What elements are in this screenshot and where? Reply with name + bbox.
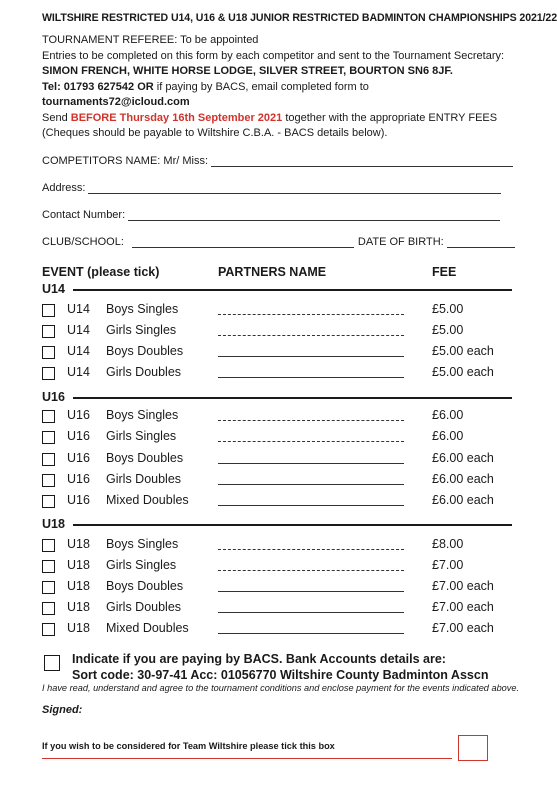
- team-wiltshire-text: If you wish to be considered for Team Wiltshire please tick this box: [42, 741, 335, 751]
- signed-label: Signed:: [42, 704, 83, 716]
- club-label: CLUB/SCHOOL:: [42, 236, 124, 248]
- secretary-address: SIMON FRENCH, WHITE HORSE LODGE, SILVER STREET, BOURTON SN6 8JF.: [42, 65, 453, 78]
- partner-name-line[interactable]: [218, 356, 404, 357]
- event-row: [42, 577, 512, 597]
- event-fee: £8.00: [432, 537, 464, 551]
- partners-header: PARTNERS NAME: [218, 265, 327, 279]
- event-row: [42, 449, 512, 469]
- email-address[interactable]: tournaments72@icloud.com: [42, 96, 190, 109]
- section-label: U14: [42, 282, 65, 296]
- section-divider: [73, 289, 512, 291]
- intro-block: [42, 33, 542, 111]
- dob-label: DATE OF BIRTH:: [357, 236, 444, 248]
- competitor-name-field: [42, 155, 513, 167]
- tel-rest: if paying by BACS, email completed form to: [153, 80, 369, 93]
- partner-line: [218, 335, 404, 336]
- event-row: [42, 363, 512, 383]
- address-line[interactable]: [88, 183, 501, 194]
- partner-name-line[interactable]: [218, 505, 404, 506]
- event-checkbox[interactable]: [42, 623, 55, 636]
- cheques-note: (Cheques should be payable to Wiltshire C.B.A. - BACS details below).: [42, 127, 388, 139]
- event-fee: £5.00: [432, 323, 464, 337]
- event-row: [42, 342, 512, 362]
- event-age: U16: [67, 429, 90, 443]
- event-row: [42, 427, 512, 447]
- event-row: [42, 535, 512, 555]
- event-fee: £7.00 each: [432, 579, 494, 593]
- partner-line: [218, 570, 404, 571]
- partner-line: [218, 314, 404, 315]
- event-checkbox[interactable]: [42, 325, 55, 338]
- team-wiltshire-checkbox[interactable]: [458, 735, 488, 761]
- contact-label: Contact Number:: [42, 209, 126, 221]
- event-checkbox[interactable]: [42, 431, 55, 444]
- event-age: U18: [67, 558, 90, 572]
- event-row: [42, 598, 512, 618]
- event-age: U14: [67, 344, 90, 358]
- club-dob-field: [42, 236, 515, 248]
- section-u18: [42, 517, 512, 531]
- event-row: [42, 470, 512, 490]
- event-age: U16: [67, 408, 90, 422]
- partner-line: [218, 549, 404, 550]
- event-fee: £7.00: [432, 558, 464, 572]
- dob-line[interactable]: [447, 237, 515, 248]
- section-u16: [42, 390, 512, 404]
- event-name: Boys Doubles: [106, 451, 184, 465]
- event-age: U14: [67, 323, 90, 337]
- partner-name-line[interactable]: [218, 463, 404, 464]
- event-row: [42, 619, 512, 639]
- event-age: U16: [67, 451, 90, 465]
- deadline: BEFORE Thursday 16th September 2021: [70, 112, 283, 124]
- send-line: [42, 111, 542, 126]
- fee-header: FEE: [432, 265, 457, 279]
- send-suffix: together with the appropriate ENTRY FEES: [282, 112, 498, 124]
- section-divider: [73, 524, 512, 526]
- partner-name-line[interactable]: [218, 591, 404, 592]
- bacs-line-2: Sort code: 30-97-41 Acc: 01056770 Wiltshire County Badminton Asscn: [72, 668, 489, 682]
- event-row: [42, 491, 512, 511]
- event-name: Girls Doubles: [106, 365, 182, 379]
- partner-line: [218, 441, 404, 442]
- event-fee: £5.00 each: [432, 365, 494, 379]
- address-field: [42, 182, 501, 194]
- event-name: Girls Singles: [106, 429, 177, 443]
- partner-name-line[interactable]: [218, 612, 404, 613]
- event-age: U14: [67, 302, 90, 316]
- event-age: U16: [67, 493, 90, 507]
- event-fee: £7.00 each: [432, 621, 494, 635]
- bacs-details: [72, 651, 488, 683]
- tel-line: [42, 80, 542, 96]
- event-name: Girls Singles: [106, 558, 177, 572]
- event-checkbox[interactable]: [42, 346, 55, 359]
- event-name: Boys Singles: [106, 408, 179, 422]
- event-checkbox[interactable]: [42, 581, 55, 594]
- event-age: U18: [67, 621, 90, 635]
- partner-name-line[interactable]: [218, 377, 404, 378]
- entries-text: Entries to be completed on this form by each competitor and sent to the Tournament Secretary:: [42, 49, 505, 62]
- contact-line[interactable]: [128, 210, 500, 221]
- event-checkbox[interactable]: [42, 304, 55, 317]
- section-u14: [42, 282, 512, 296]
- partner-name-line[interactable]: [218, 484, 404, 485]
- event-row: [42, 300, 512, 320]
- section-label: U16: [42, 390, 65, 404]
- event-age: U16: [67, 472, 90, 486]
- club-line[interactable]: [132, 237, 354, 248]
- event-checkbox[interactable]: [42, 539, 55, 552]
- tel-number: Tel: 01793 627542 OR: [42, 80, 154, 93]
- bacs-checkbox[interactable]: [44, 655, 60, 671]
- event-checkbox[interactable]: [42, 410, 55, 423]
- event-age: U18: [67, 600, 90, 614]
- contact-field: [42, 209, 500, 221]
- agreement-text: I have read, understand and agree to the tournament conditions and enclose payment for the events indicated above.: [42, 683, 520, 693]
- event-name: Boys Doubles: [106, 344, 184, 358]
- event-name: Boys Doubles: [106, 579, 184, 593]
- event-name: Girls Doubles: [106, 600, 182, 614]
- bacs-line-1: Indicate if you are paying by BACS. Bank Accounts details are:: [72, 652, 446, 666]
- partner-name-line[interactable]: [218, 633, 404, 634]
- event-checkbox[interactable]: [42, 560, 55, 573]
- event-checkbox[interactable]: [42, 602, 55, 615]
- event-fee: £6.00: [432, 408, 464, 422]
- referee-text: TOURNAMENT REFEREE: To be appointed: [42, 34, 259, 46]
- event-row: [42, 321, 512, 341]
- event-name: Boys Singles: [106, 537, 179, 551]
- section-label: U18: [42, 517, 65, 531]
- event-age: U18: [67, 537, 90, 551]
- send-block: [42, 111, 542, 141]
- event-fee: £5.00: [432, 302, 464, 316]
- event-fee: £7.00 each: [432, 600, 494, 614]
- event-row: [42, 556, 512, 576]
- section-divider: [73, 397, 512, 399]
- event-checkbox[interactable]: [42, 474, 55, 487]
- event-row: [42, 406, 512, 426]
- competitor-name-line[interactable]: [211, 156, 513, 167]
- event-fee: £6.00 each: [432, 472, 494, 486]
- event-checkbox[interactable]: [42, 495, 55, 508]
- event-name: Mixed Doubles: [106, 493, 189, 507]
- event-name: Mixed Doubles: [106, 621, 189, 635]
- event-fee: £6.00: [432, 429, 464, 443]
- event-name: Girls Singles: [106, 323, 177, 337]
- event-checkbox[interactable]: [42, 453, 55, 466]
- event-name: Boys Singles: [106, 302, 179, 316]
- partner-line: [218, 420, 404, 421]
- event-fee: £6.00 each: [432, 451, 494, 465]
- competitor-name-label: COMPETITORS NAME: Mr/ Miss:: [42, 155, 209, 167]
- team-underline: [42, 758, 452, 759]
- form-title: WILTSHIRE RESTRICTED U14, U16 & U18 JUNIOR RESTRICTED BADMINTON CHAMPIONSHIPS 2021/22: [42, 12, 557, 24]
- event-header: EVENT (please tick): [42, 265, 160, 279]
- event-fee: £5.00 each: [432, 344, 494, 358]
- event-checkbox[interactable]: [42, 367, 55, 380]
- send-prefix: Send: [42, 112, 71, 124]
- event-name: Girls Doubles: [106, 472, 182, 486]
- address-label: Address:: [42, 182, 86, 194]
- event-age: U18: [67, 579, 90, 593]
- event-age: U14: [67, 365, 90, 379]
- event-fee: £6.00 each: [432, 493, 494, 507]
